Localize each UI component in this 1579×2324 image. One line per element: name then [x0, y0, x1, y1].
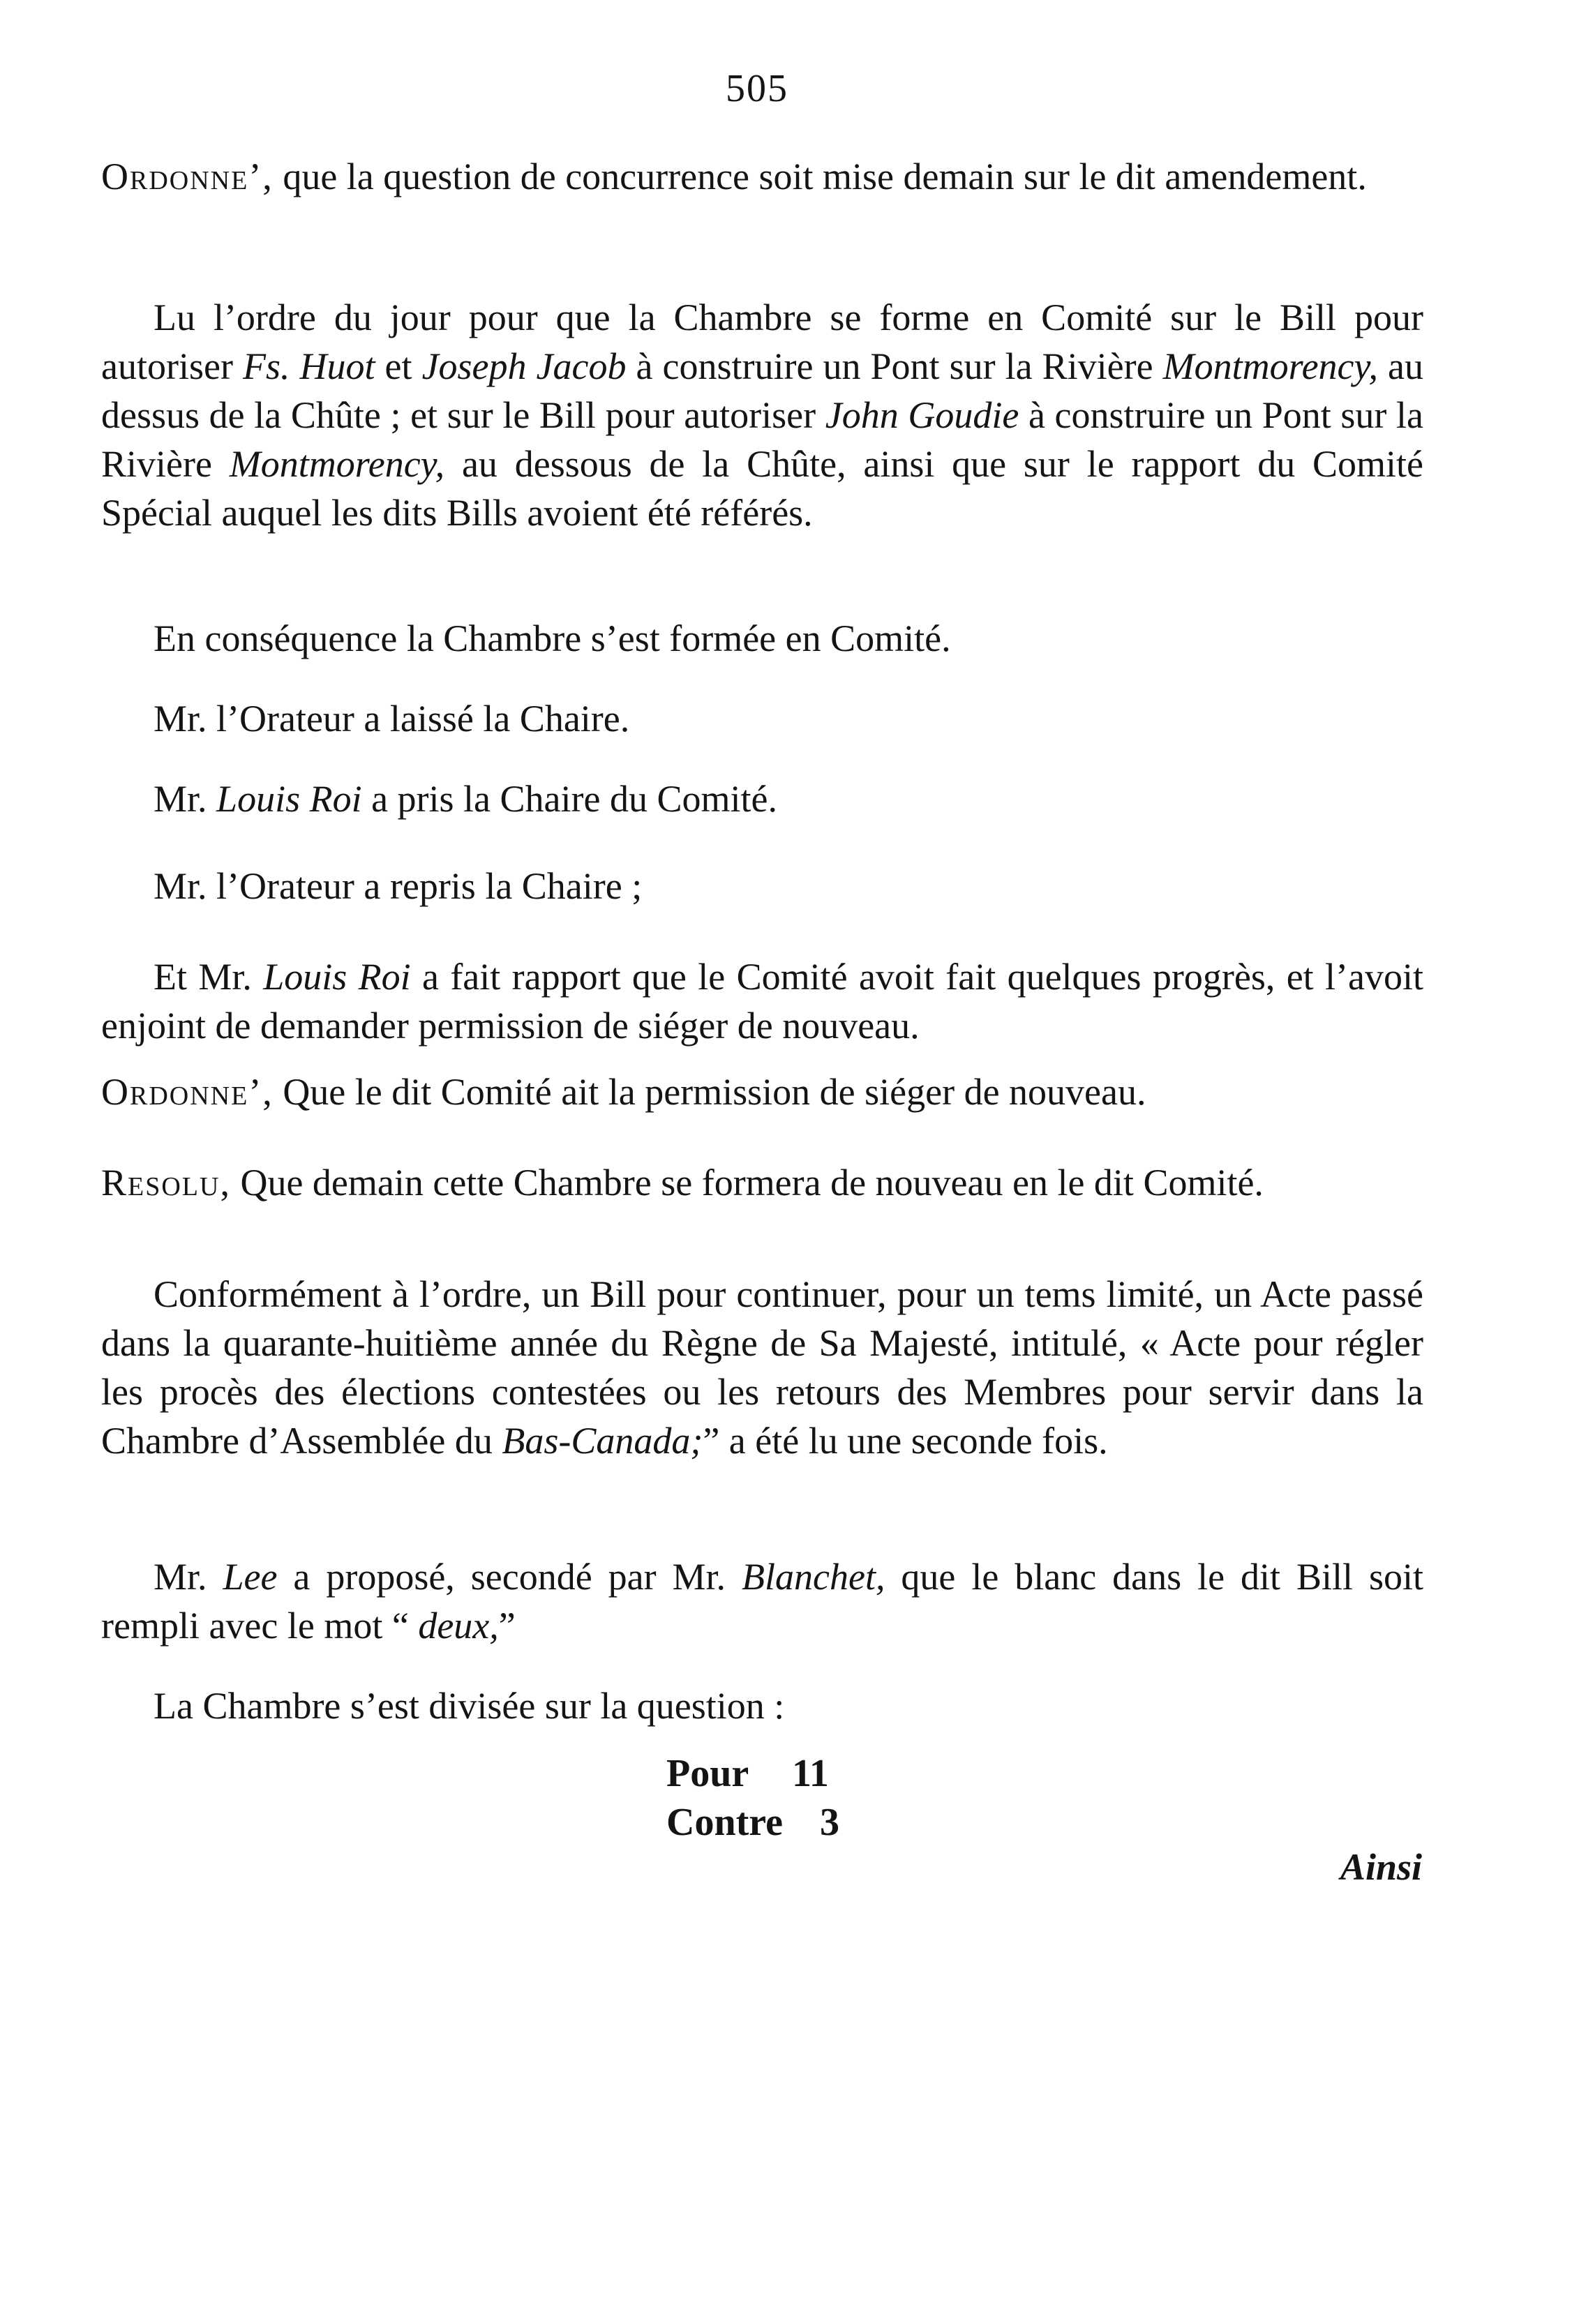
vote-pour-label: Pour: [666, 1752, 749, 1795]
paragraph-bill-second-reading: [101, 1270, 1423, 1465]
paragraph-text: ”: [498, 1605, 516, 1647]
paragraph-text: Lu l’ordre du jour pour que la Chambre se forme en Comité sur le Bill pour autoriser: [101, 297, 1423, 387]
paragraph-resolu: [101, 1158, 1579, 1207]
paragraph-text: à construire un Pont sur la Rivière: [626, 345, 1163, 387]
ordonne-label: Ordonne’,: [101, 156, 274, 197]
paragraph-text: a fait rapport que le Comité avoit fait quelques progrès, et l’avoit enjoint de demander permission de siéger de nouveau.: [101, 956, 1423, 1047]
paragraph-text: et: [375, 345, 422, 387]
paragraph-text: ” a été lu une seconde fois.: [703, 1420, 1108, 1462]
name-lee: Lee: [223, 1556, 278, 1598]
paragraph-text: Mr.: [154, 1556, 223, 1598]
paragraph-text: Conformément à l’ordre, un Bill pour continuer, pour un tems limité, un Acte passé dans la quarante-huitième année du Règne de Sa Majesté, intitulé, « Acte pour régler les procès des élections contestées ou les retours des Membres pour servir dans la Chambre d’Assemblée du: [101, 1273, 1423, 1462]
name-huot: Fs. Huot: [242, 345, 375, 387]
name-louis-roi: Louis Roi: [263, 956, 411, 998]
paragraph-text: au dessous de la Chûte, ainsi que sur le rapport du Comité Spécial auquel les dits Bills avoient été référés.: [101, 443, 1423, 534]
paragraph-lee-motion: [101, 1552, 1423, 1650]
paragraph-text: Que le dit Comité ait la permission de siéger de nouveau.: [273, 1071, 1146, 1113]
paragraph-roi-chair: [154, 774, 777, 823]
name-blanchet: Blanchet,: [742, 1556, 885, 1598]
paragraph-text: Mr.: [154, 778, 217, 820]
paragraph-text: à construire un Pont sur la Rivière: [101, 394, 1424, 485]
vote-contre-label: Contre: [666, 1801, 783, 1844]
resolu-label: Resolu,: [101, 1162, 231, 1204]
paragraph-text: a pris la Chaire du Comité.: [361, 778, 777, 820]
paragraph-division: La Chambre s’est divisée sur la question :: [154, 1685, 785, 1727]
page-number: 505: [726, 67, 788, 110]
vote-contre-count: 3: [820, 1801, 839, 1844]
place-montmorency: Montmorency,: [229, 443, 445, 485]
name-louis-roi: Louis Roi: [216, 778, 362, 820]
place-montmorency: Montmorency,: [1162, 345, 1379, 387]
paragraph-text: a proposé, secondé par Mr.: [277, 1556, 742, 1598]
paragraph-text: que la question de concurrence soit mise demain sur le dit amendement.: [273, 156, 1367, 197]
paragraph-speaker-left: Mr. l’Orateur a laissé la Chaire.: [154, 698, 630, 740]
place-bas-canada: Bas-Canada;: [502, 1420, 703, 1462]
paragraph-text: que le blanc dans le dit Bill soit rempli avec le mot “: [101, 1556, 1423, 1647]
paragraph-ordonne-1: [101, 152, 1579, 201]
paragraph-speaker-resumed: Mr. l’Orateur a repris la Chaire ;: [154, 865, 643, 907]
paragraph-text: Et Mr.: [154, 956, 264, 998]
paragraph-text: au dessus de la Chûte ; et sur le Bill pour autoriser: [101, 345, 1424, 436]
vote-pour-count: 11: [792, 1752, 829, 1795]
paragraph-report: [101, 952, 1423, 1050]
name-jacob: Joseph Jacob: [421, 345, 627, 387]
paragraph-order-of-day: [101, 293, 1423, 537]
name-goudie: John Goudie: [825, 394, 1019, 436]
paragraph-committee-formed: En conséquence la Chambre s’est formée en Comité.: [154, 617, 951, 659]
ordonne-label: Ordonne’,: [101, 1071, 274, 1113]
catchword: Ainsi: [1340, 1846, 1422, 1888]
paragraph-ordonne-2: [101, 1067, 1579, 1116]
paragraph-text: Que demain cette Chambre se formera de nouveau en le dit Comité.: [230, 1162, 1264, 1204]
word-deux: deux,: [418, 1605, 499, 1647]
